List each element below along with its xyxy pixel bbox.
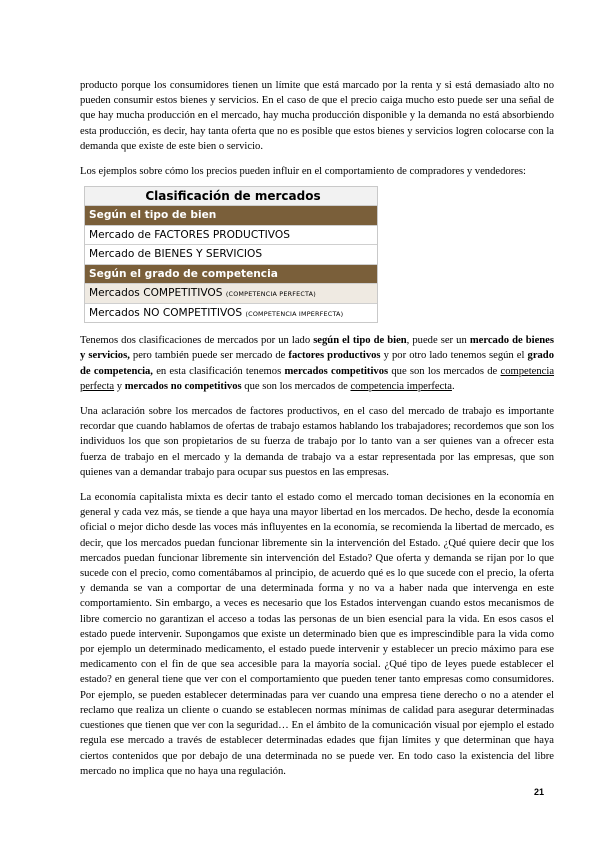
noncompetitive-note: (COMPETENCIA IMPERFECTA) <box>245 309 344 318</box>
table-header-type: Según el tipo de bien <box>85 205 377 225</box>
table-row-factors: Mercado de FACTORES PRODUCTIVOS <box>85 225 377 245</box>
classification-table <box>84 186 378 323</box>
paragraph-1: producto porque los consumidores tienen un límite que está marcado por la renta y si está demasiado alto no pueden consumir estos bienes y servicios. En el caso de que el precio caiga mucho esto puede ser una señal de que hay mucha producción en el mercado, hay mucha producción disponible y la demanda no está absorbiendo esta producción, es decir, hay tanta oferta que no es posible que estos bienes y servicios logren colocarse con la demanda que existe de este bien o servicio. <box>80 80 554 152</box>
noncompetitive-label: Mercados NO COMPETITIVOS <box>89 306 243 319</box>
competitive-label: Mercados COMPETITIVOS <box>89 287 223 300</box>
table-header-competition: Según el grado de competencia <box>85 264 377 284</box>
p3-bold-2: mercado de bienes y servicios, <box>80 335 555 362</box>
table-row-noncompetitive <box>85 303 377 323</box>
p3-bold-3: factores productivos <box>288 350 381 362</box>
p3-text-2: , puede ser un <box>406 335 470 347</box>
p3-text-8: que son los mercados de <box>241 380 351 392</box>
p3-text-7: y <box>114 380 125 392</box>
paragraph-3 <box>80 333 554 394</box>
p3-underline-2: competencia imperfecta <box>350 380 452 392</box>
p3-text-1: Tenemos dos clasificaciones de mercados por un lado <box>80 335 314 347</box>
p3-bold-4: grado de competencia, <box>80 350 554 377</box>
p3-underline-1: competencia perfecta <box>80 365 555 392</box>
p3-text-4: y por otro lado tenemos según el <box>380 350 528 362</box>
p3-bold-1: según el tipo de bien <box>313 335 407 347</box>
p3-bold-5: mercados competitivos <box>284 365 389 377</box>
p3-text-9: . <box>451 380 455 392</box>
table-row-competitive <box>85 283 377 303</box>
table-title: Clasificación de mercados <box>85 187 377 205</box>
p3-bold-6: mercados no competitivos <box>124 380 242 392</box>
p3-text-3: pero también puede ser mercado de <box>129 350 289 362</box>
competitive-note: (COMPETENCIA PERFECTA) <box>225 290 316 299</box>
page-body <box>80 78 554 779</box>
p3-text-6: que son los mercados de <box>388 365 501 377</box>
p3-text-5: en esta clasificación tenemos <box>152 365 285 377</box>
page-number: 21 <box>534 787 545 797</box>
paragraph-4: Una aclaración sobre los mercados de factores productivos, en el caso del mercado de trabajo es importante recordar que cuando hablamos de ofertas de trabajo estamos hablando los trabajadores; recordemos que son los individuos los que son propietarios de su fuerza de trabajo por lo tanto van a ser quienes van a ofrecer esta fuerza de trabajo en el mercado y la demanda de trabajo va a estar representada por las empresas, que son quienes van a demandar trabajo para ocupar sus puestos en las empresas. <box>80 406 554 478</box>
paragraph-2: Los ejemplos sobre cómo los precios pueden influir en el comportamiento de compradores y vendedores: <box>80 166 526 178</box>
paragraph-5: La economía capitalista mixta es decir tanto el estado como el mercado toman decisiones en la economía en general y cada vez más, se tiende a que haya una mayor libertad en los mercados. De hecho, desde la economía oficial o mejor dicho desde las voces más influyentes en la economía, se recomienda la libertad de mercado, es decir, que los mercados puedan funcionar libremente sin la intervención del Estado. ¿Qué quiere decir que los mercados puedan funcionar libremente sin intervención del Estado? Que oferta y demanda se rijan por lo que sucede con el precio, como comentábamos al principio, de acuerdo qué es lo que sucede con el precio, la oferta y demanda se van a comportar de una determinada forma y no va a haber nada que intervenga en este comportamiento. Sin embargo, a veces es necesario que los Estados intervengan cuando estos mecanismos de libre comercio no garantizan el acceso a todas las personas de un bien esencial para la vida. En esos casos el estado puede intervenir. Supongamos que existe un determinado bien que es imprescindible para la vida como por ejemplo un determinado medicamento, el estado puede intervenir y establecer un precio máximo para ese medicamento con el fin de que sea accesible para la mayoría social. ¿Qué tipo de leyes puede establecer el estado? en general tiene que ver con el comportamiento que pueden tener tanto empresas como consumidores. Por ejemplo, se pueden establecer determinadas para ver cuando una empresa tiene derecho o no a atender el reclamo que realiza un cliente o cuando se establecen normas mínimas de calidad para asegurar determinadas cuestiones que tienen que ver con la seguridad… En el ámbito de la comunicación visual por ejemplo el estado regula ese mercado a través de establecer determinadas edades que fijan límites y que determinan que haya ciertos contenidos que por debajo de una determinada no se puede ver. En todo caso la existencia del libre mercado no implica que no haya una regulación. <box>80 492 554 777</box>
table-row-goods: Mercado de BIENES Y SERVICIOS <box>85 244 377 264</box>
